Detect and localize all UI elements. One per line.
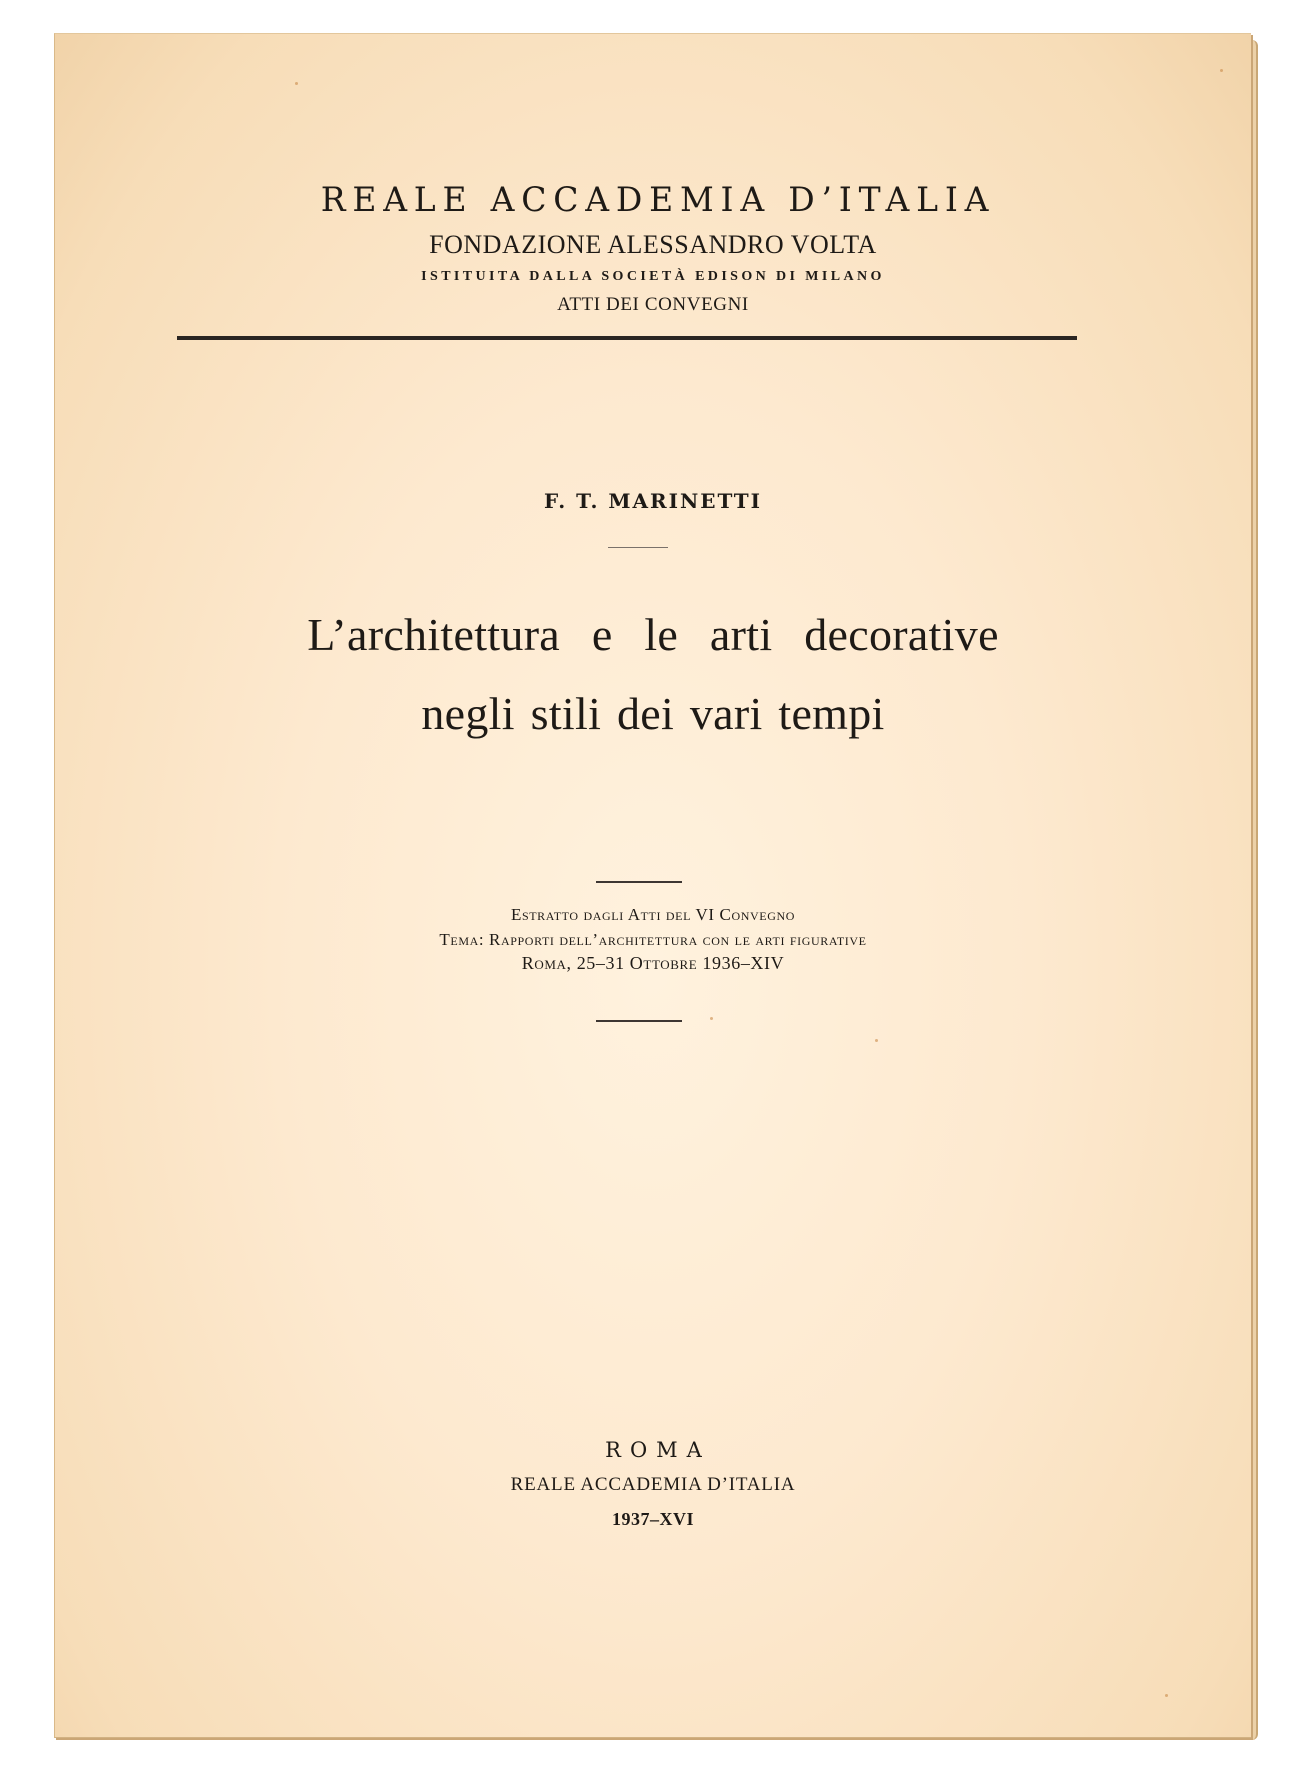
paper-speck xyxy=(1165,1694,1168,1697)
institution-name: REALE ACCADEMIA D’ITALIA xyxy=(320,180,996,220)
paper-speck xyxy=(875,1039,878,1042)
paper-speck xyxy=(295,82,298,85)
title-line-1: L’architettura e le arti decorative xyxy=(307,609,999,660)
series-name: ATTI DEI CONVEGNI xyxy=(557,294,749,315)
imprint-city: ROMA xyxy=(605,1438,711,1462)
instituted-by: ISTITUITA DALLA SOCIETÀ EDISON DI MILANO xyxy=(421,269,885,284)
imprint-publisher: REALE ACCADEMIA D’ITALIA xyxy=(510,1474,796,1495)
extract-line-3: Roma, 25–31 Ottobre 1936–XIV xyxy=(521,953,785,973)
header-divider xyxy=(177,336,1077,340)
paper-speck xyxy=(1220,69,1223,72)
author-divider xyxy=(608,547,668,548)
author-name: F. T. MARINETTI xyxy=(544,489,762,513)
title-line-2: negli stili dei vari tempi xyxy=(421,688,885,739)
foundation-name: FONDAZIONE ALESSANDRO VOLTA xyxy=(429,230,877,259)
extract-line-2: Tema: Rapporti dell’architettura con le arti figurative xyxy=(439,930,867,949)
extract-divider-top xyxy=(596,881,682,883)
imprint-year: 1937–XVI xyxy=(611,1509,694,1529)
extract-line-1: Estratto dagli Atti del VI Convegno xyxy=(510,905,796,924)
extract-divider-bottom xyxy=(596,1020,682,1022)
cover-page xyxy=(54,33,1251,1738)
paper-speck xyxy=(710,1017,713,1020)
